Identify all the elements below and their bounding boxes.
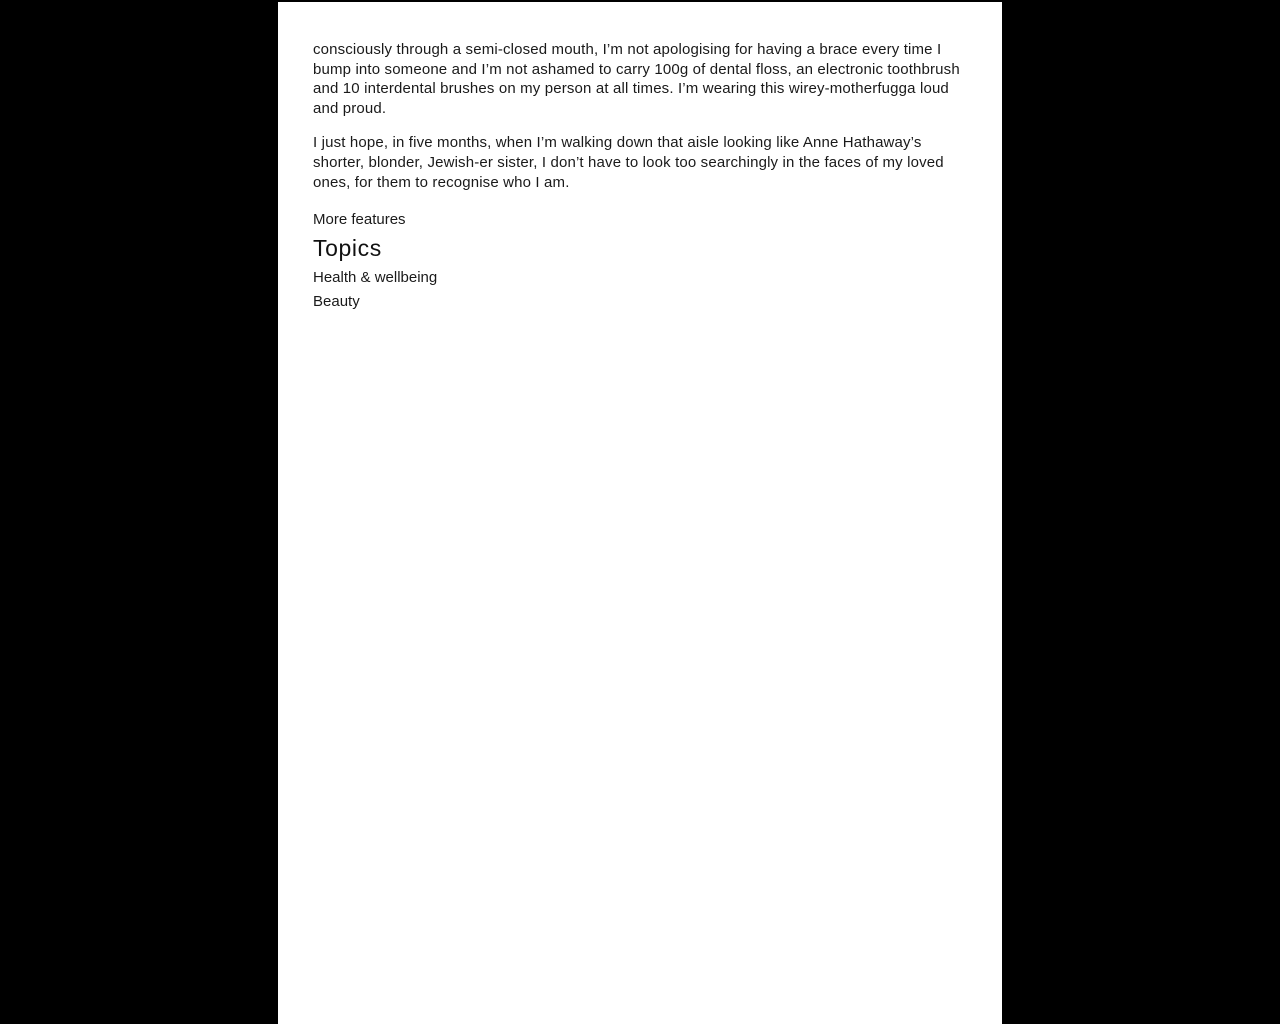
list-item [313,266,967,290]
topic-link-beauty[interactable]: Beauty [313,293,360,311]
article-paragraph: I just hope, in five months, when I’m walking down that aisle looking like Anne Hathaway’s shorter, blonder, Jewish-er sister, I don’t have to look too searchingly in the faces of my loved ones, for them to recognise who I am. [313,134,944,191]
article-paragraph: consciously through a semi-closed mouth, I’m not apologising for having a brace every time I bump into someone and I’m not ashamed to carry 100g of dental floss, an electronic toothbrush and 10 interdental brushes on my person at all times. I’m wearing this wirey-motherfugga loud and proud. [313,41,960,117]
more-features-link[interactable]: More features [313,211,406,229]
article-body [313,40,967,314]
article-page [278,2,1002,1024]
topics-list [313,266,967,314]
topic-link-health-wellbeing[interactable]: Health & wellbeing [313,269,438,287]
topics-heading: Topics [313,235,382,262]
list-item [313,290,967,314]
